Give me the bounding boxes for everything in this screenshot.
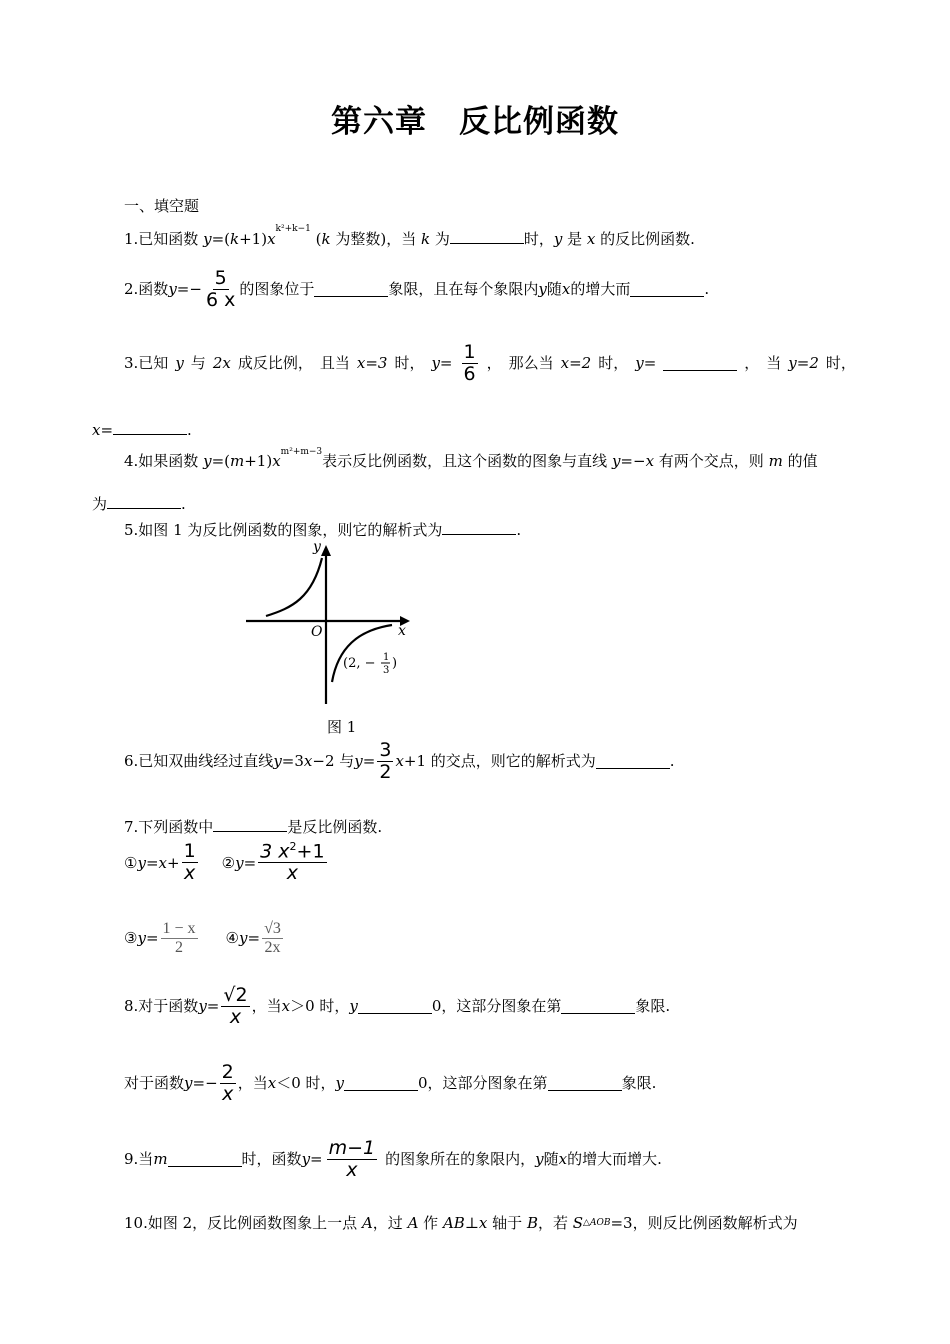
origin-label: O — [311, 624, 323, 640]
question-7: 7.下列函数中 是反比例函数. — [124, 818, 383, 836]
fraction: $\frac{2}{x}$ — [221, 1061, 234, 1105]
point-label: (2, − — [343, 656, 376, 671]
fraction: $\frac{1 - x}{2}$ — [162, 920, 196, 956]
point-label-close: ) — [392, 656, 398, 671]
y-axis-label: y — [313, 539, 321, 555]
question-7-options-row-2: ③ y = $\frac{1 - x}{2}$ ④ y = $\frac{√3}{2x}$ — [124, 920, 281, 956]
answer-blank[interactable] — [168, 1152, 242, 1167]
fraction: $\frac{m-1}{x}$ — [328, 1137, 376, 1181]
page-title: 第六章 反比例函数 — [331, 104, 619, 140]
question-4: 4.如果函数 $y=(m+1)x^{m^2+m-3}$表示反比例函数，且这个函数的图象与直线 y=−x 有两个交点，则 m 的值 — [124, 447, 818, 470]
y-axis-arrow — [321, 545, 331, 556]
point-label-denominator: 3 — [383, 665, 390, 676]
fraction: $\frac{1}{6}$ — [463, 341, 476, 385]
fraction: $\frac{3}{2}$ — [379, 739, 392, 783]
hyperbola-branch-second-quadrant — [266, 558, 322, 616]
question-6: 6.已知双曲线经过直线 y =3 x −2 与 y = $\frac{3}{2}$ x +1 的交点，则它的解析式为 . — [124, 739, 675, 783]
question-5: 5.如图 1 为反比例函数的图象，则它的解析式为 . — [124, 521, 522, 539]
question-3: 3.已知 y 与 2x 成反比例， 且当 x=3 时， y= $\frac{1}{6}$ ， 那么当 x=2 时， y= ， 当 y=2 时， — [124, 341, 856, 385]
answer-blank[interactable] — [107, 494, 181, 509]
question-7-options-row-1: ① y = x + $\frac{1}{x}$ ② y = $\frac{3 x^2+1}{x}$ — [124, 840, 325, 885]
question-10: 10.如图 2，反比例函数图象上一点 A，过 A 作 AB⊥x 轴于 B，若 S△AOB=3，则反比例函数解析式为 — [124, 1214, 798, 1232]
fraction: $\frac{√3}{2x}$ — [264, 920, 281, 956]
fraction: $\frac{1}{x}$ — [183, 840, 196, 885]
question-8-part-2: 对于函数 y =− $\frac{2}{x}$ ，当 x ＜0 时， y 0，这部分图象在第 象限. — [124, 1061, 657, 1105]
question-2: 2.函数 y =− $\frac{5}{6 x}$ 的图象位于 象限，且在每个象限内 y 随 x 的增大而 . — [124, 267, 710, 311]
answer-blank[interactable] — [596, 754, 670, 769]
answer-blank[interactable] — [358, 999, 432, 1014]
question-1: 1.已知函数 $y=(k+1)x^{k^2+k-1}$ (k 为整数)，当 k 为 时，y 是 x 的反比例函数. — [124, 224, 695, 248]
section-heading: 一、填空题 — [124, 197, 200, 215]
answer-blank[interactable] — [213, 817, 287, 832]
figure-1-graph — [240, 536, 420, 706]
question-3-continued: x= . — [92, 421, 192, 439]
answer-blank[interactable] — [314, 282, 388, 297]
answer-blank[interactable] — [561, 999, 635, 1014]
fraction: $\frac{3 x^2+1}{x}$ — [260, 840, 325, 885]
question-9: 9.当 m 时，函数 y = $\frac{m-1}{x}$ 的图象所在的象限内， y 随 x 的增大而增大. — [124, 1137, 662, 1181]
x-axis-label: x — [398, 623, 406, 639]
answer-blank[interactable] — [450, 229, 524, 244]
answer-blank[interactable] — [113, 420, 187, 435]
answer-blank[interactable] — [663, 356, 737, 371]
answer-blank[interactable] — [344, 1076, 418, 1091]
fraction: $\frac{5}{6 x}$ — [205, 267, 236, 311]
exponent: m²+m−3 — [280, 447, 323, 457]
question-8: 8.对于函数 y = $\frac{√2}{x}$ ，当 x ＞0 时， y 0，这部分图象在第 象限. — [124, 984, 671, 1028]
question-4-continued: 为 . — [92, 495, 186, 513]
answer-blank[interactable] — [442, 520, 516, 535]
fraction: $\frac{√2}{x}$ — [223, 984, 248, 1028]
answer-blank[interactable] — [548, 1076, 622, 1091]
figure-1-caption: 图 1 — [327, 718, 357, 736]
point-label-numerator: 1 — [383, 652, 390, 663]
exponent: k²+k−1 — [275, 224, 311, 234]
answer-blank[interactable] — [630, 282, 704, 297]
